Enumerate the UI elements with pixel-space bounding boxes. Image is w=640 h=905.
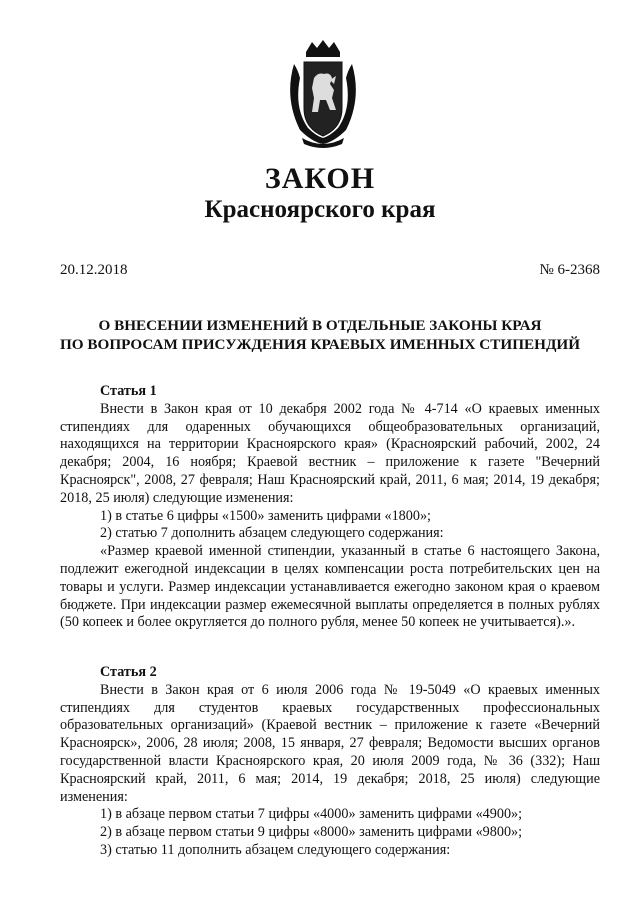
- article-1-item-2: 2) статью 7 дополнить абзацем следующего содержания:: [100, 525, 444, 542]
- article-1: [60, 383, 600, 632]
- heading-line-1: О ВНЕСЕНИИ ИЗМЕНЕНИЙ В ОТДЕЛЬНЫЕ ЗАКОНЫ КРАЯ: [98, 317, 542, 334]
- region-name: Красноярского края: [204, 196, 436, 223]
- law-number: № 6-2368: [539, 262, 600, 278]
- law-heading: [0, 316, 640, 354]
- article-2: [60, 664, 600, 860]
- article-1-title: Статья 1: [100, 383, 157, 399]
- article-2-item-2: 2) в абзаце первом статьи 9 цифры «8000» заменить цифрами «9800»;: [100, 824, 523, 841]
- article-2-item-1: 1) в абзаце первом статьи 7 цифры «4000» заменить цифрами «4900»;: [100, 806, 523, 823]
- law-date: 20.12.2018: [60, 262, 128, 278]
- article-1-quote: «Размер краевой именной стипендии, указанный в статье 6 настоящего Закона, подлежит ежегодной индексации в целях компенсации роста потребительских цен на товары и услуги. Размер индексации устанавливается ежегодно законом края о краевом бюджете. При индексации размер ежемесячной выплаты определяется в полных рублях (50 копеек и более округляется до полного рубля, менее 50 копеек не учитывается).».: [60, 543, 600, 631]
- coat-of-arms-icon: [276, 38, 370, 150]
- document-type: ЗАКОН: [264, 162, 376, 195]
- article-2-intro: Внести в Закон края от 6 июля 2006 года № 19-5049 «О краевых именных стипендиях для студентов краевых государственных профессиональных образовательных организаций» (Краевой вестник – приложение к газете «Вечерний Красноярск», 2006, 28 июля; 2008, 15 января, 27 февраля; Ведомости высших органов государственной власти Красноярского края, 20 июля 2009 года, № 36 (332); Наш Красноярский край, 2011, 6 мая; 2014, 19 декабря; 2018, 25 июля) следующие изменения:: [60, 681, 600, 805]
- heading-line-2: ПО ВОПРОСАМ ПРИСУЖДЕНИЯ КРАЕВЫХ ИМЕННЫХ СТИПЕНДИЙ: [59, 336, 581, 353]
- article-2-title: Статья 2: [100, 664, 157, 680]
- article-1-intro: Внести в Закон края от 10 декабря 2002 года № 4-714 «О краевых именных стипендиях для одаренных обучающихся общеобразовательных организаций, находящихся на территории Красноярского края» (Красноярский рабочий, 2002, 24 декабря; 2004, 16 ноября; Краевой вестник – приложение к газете "Вечерний Красноярск", 2008, 27 февраля; Наш Красноярский край, 2011, 6 мая; 2014, 19 декабря; 2018, 25 июля) следующие изменения:: [60, 400, 600, 506]
- article-2-item-3: 3) статью 11 дополнить абзацем следующего содержания:: [100, 841, 451, 858]
- article-1-item-1: 1) в статье 6 цифры «1500» заменить цифрами «1800»;: [100, 507, 431, 524]
